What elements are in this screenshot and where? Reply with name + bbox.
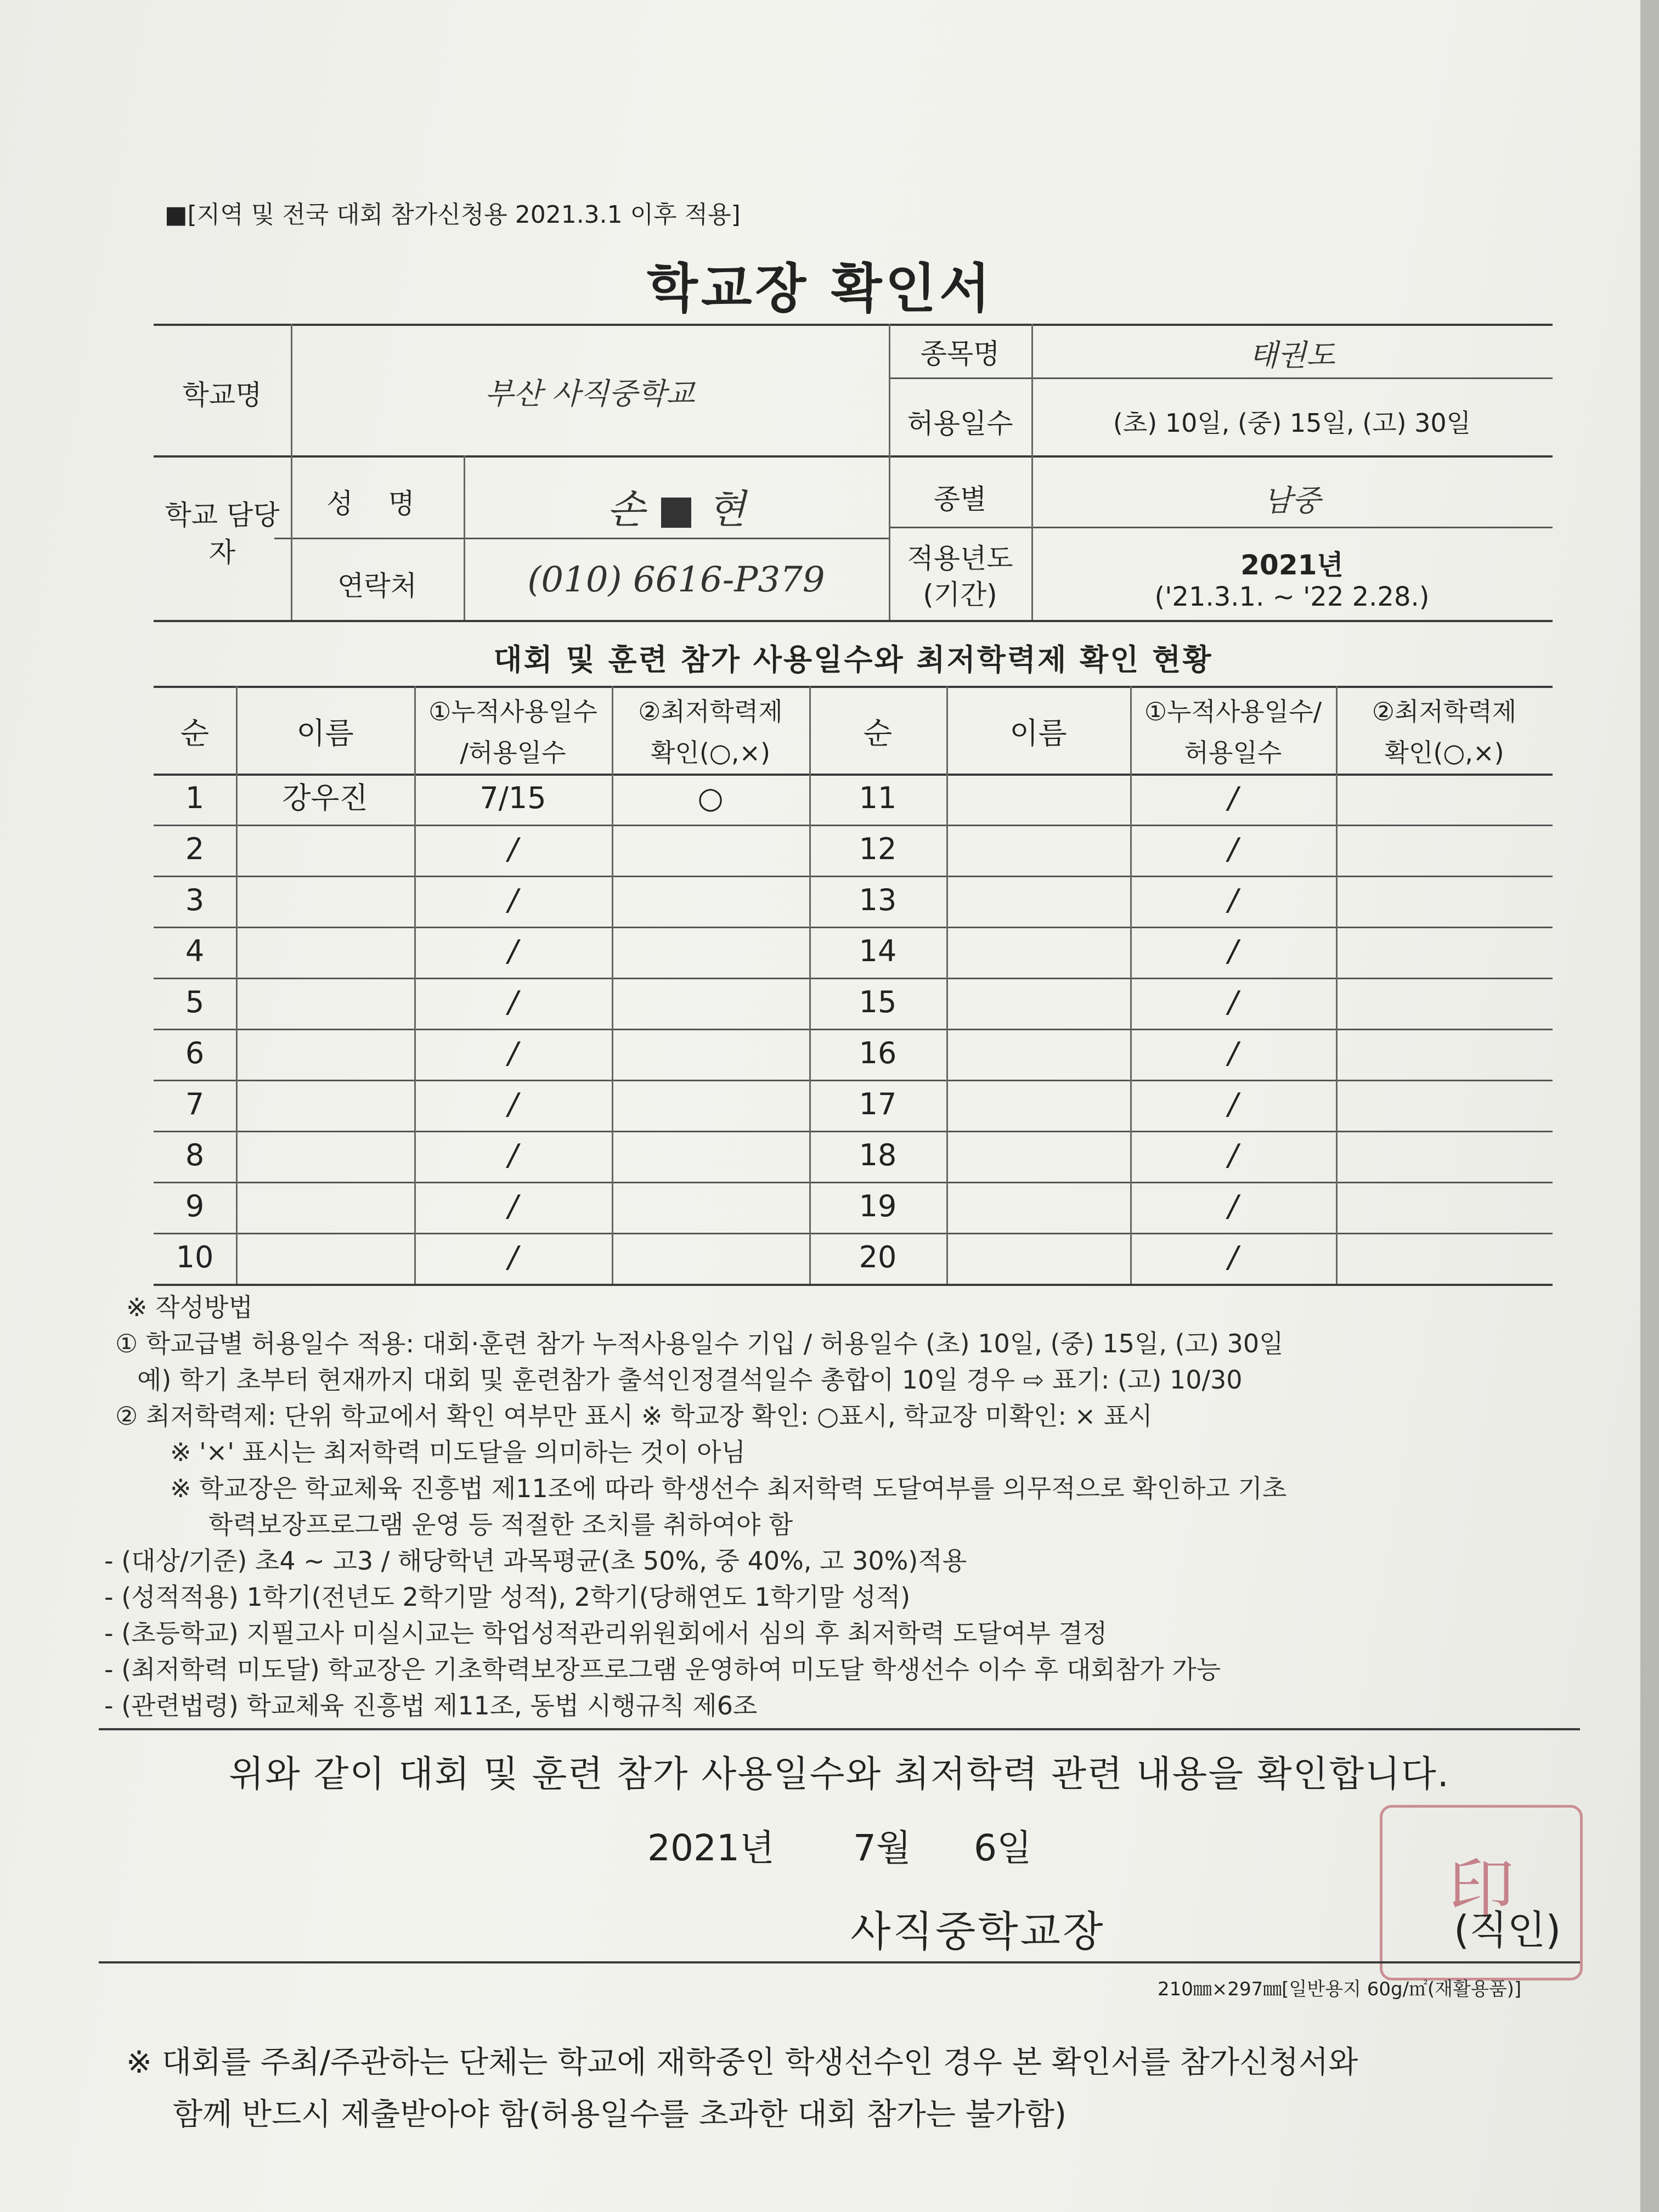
table-cell-days: / xyxy=(1228,1189,1238,1223)
allowed-days-label: 허용일수 xyxy=(907,408,1013,439)
table-cell-days: / xyxy=(507,1138,518,1172)
staff-contact-label: 연락처 xyxy=(337,570,417,602)
info-divider xyxy=(889,377,1553,379)
staff-name-label: 성 명 xyxy=(326,488,428,520)
staff-label: 학교 담당자 xyxy=(165,499,280,568)
table-cell-no: 8 xyxy=(185,1138,205,1172)
info-divider xyxy=(274,538,889,539)
date-year: 2021년 xyxy=(647,1827,775,1869)
col-header-days-2: /허용일수 xyxy=(460,738,566,768)
table-cell-no: 10 xyxy=(176,1240,214,1274)
header-note: ■[지역 및 전국 대회 참가신청용 2021.3.1 이후 적용] xyxy=(165,201,741,229)
period-range: ('21.3.1. ~ '22 2.28.) xyxy=(1154,582,1430,612)
col-header-days-right-2: 허용일수 xyxy=(1184,738,1282,768)
table-cell-no: 15 xyxy=(859,985,897,1019)
footer-note-line-1: ※ 대회를 주최/주관하는 단체는 학교에 재학중인 학생선수인 경우 본 확인서를 참가신청서와 xyxy=(126,2045,1358,2080)
event-label: 종목명 xyxy=(920,338,1000,370)
table-cell-no: 13 xyxy=(859,883,897,917)
table-cell-no: 6 xyxy=(185,1036,205,1070)
seal-mark: (직인) xyxy=(1454,1907,1561,1953)
table-cell-no: 3 xyxy=(185,883,205,917)
table-cell-days: / xyxy=(1228,832,1238,866)
table-cell-check: ○ xyxy=(697,781,724,815)
table-row-line xyxy=(154,1080,1553,1081)
note-line: ① 학교급별 허용일수 적용: 대회·훈련 참가 누적사용일수 기입 / 허용일수 (초) 10일, (중) 15일, (고) 30일 xyxy=(115,1329,1284,1358)
info-table-bottom-border xyxy=(154,620,1553,622)
writing-instructions xyxy=(104,1289,1607,1724)
table-cell-days: / xyxy=(1228,1138,1238,1172)
table-cell-no: 12 xyxy=(859,832,897,866)
table-cell-no: 4 xyxy=(185,934,205,968)
section-title: 대회 및 훈련 참가 사용일수와 최저학력제 확인 현황 xyxy=(493,642,1213,677)
col-header-name: 이름 xyxy=(296,716,354,751)
col-header-name-right: 이름 xyxy=(1009,716,1067,751)
table-cell-days: 7/15 xyxy=(479,781,546,815)
note-line: ※ 학교장은 학교체육 진흥법 제11조에 따라 학생선수 최저학력 도달여부를 의무적으로 확인하고 기초 xyxy=(170,1474,1287,1503)
date-month: 7월 xyxy=(853,1827,911,1869)
table-row-line xyxy=(154,927,1553,928)
note-line: - (성적적용) 1학기(전년도 2학기말 성적), 2학기(당해연도 1학기말 성적) xyxy=(104,1582,911,1612)
info-divider xyxy=(889,527,1553,528)
col-header-min-2: 확인(○,×) xyxy=(650,738,771,768)
table-cell-days: / xyxy=(507,1036,518,1070)
note-line: - (초등학교) 지필고사 미실시교는 학업성적관리위원회에서 심의 후 최저학력 도달여부 결정 xyxy=(104,1618,1108,1648)
col-header-min-right-1: ②최저학력제 xyxy=(1372,697,1517,726)
form-bottom-border xyxy=(99,1961,1580,1963)
table-col-line xyxy=(1336,686,1338,1284)
staff-contact-value: (010) 6616-P379 xyxy=(527,560,825,600)
table-row-line xyxy=(154,1233,1553,1234)
seal-glyph: 印 xyxy=(1448,1852,1514,1928)
table-row-line xyxy=(154,686,1553,688)
table-row-line xyxy=(154,825,1553,826)
note-line: - (최저학력 미도달) 학교장은 기초학력보장프로그램 운영하여 미도달 학생선수 이수 후 대회참가 가능 xyxy=(104,1655,1221,1684)
allowed-days-value: (초) 10일, (중) 15일, (고) 30일 xyxy=(1113,408,1471,438)
page-title: 학교장 확인서 xyxy=(647,258,994,319)
table-cell-no: 14 xyxy=(859,934,897,968)
table-row-line xyxy=(154,1284,1553,1286)
table-cell-days: / xyxy=(507,934,518,968)
table-row-line xyxy=(154,876,1553,877)
table-cell-no: 17 xyxy=(859,1087,897,1121)
info-table-top-border xyxy=(154,324,1553,326)
table-cell-days: / xyxy=(1228,781,1238,815)
table-cell-days: / xyxy=(507,1240,518,1274)
note-line: - (관련법령) 학교체육 진흥법 제11조, 동법 시행규칙 제6조 xyxy=(104,1691,758,1720)
table-row-line xyxy=(154,1029,1553,1030)
category-label: 종별 xyxy=(933,483,987,515)
period-year: 2021년 xyxy=(1240,549,1344,581)
col-header-min-1: ②최저학력제 xyxy=(638,697,783,726)
table-cell-name: 강우진 xyxy=(282,781,368,815)
staff-name-value: 손 ■ 현 xyxy=(607,486,746,532)
period-label: 적용년도 (기간) xyxy=(907,543,1013,611)
table-cell-days: / xyxy=(1228,1036,1238,1070)
table-cell-no: 18 xyxy=(859,1138,897,1172)
table-cell-days: / xyxy=(507,985,518,1019)
category-value: 남중 xyxy=(1263,483,1321,518)
col-header-days-right-1: ①누적사용일수/ xyxy=(1144,697,1322,726)
principal-title: 사직중학교장 xyxy=(850,1907,1105,1956)
table-row-line xyxy=(154,774,1553,776)
table-row-line xyxy=(154,1131,1553,1132)
school-value: 부산 사직중학교 xyxy=(484,376,695,411)
table-cell-no: 1 xyxy=(185,781,205,815)
table-cell-days: / xyxy=(507,1189,518,1223)
table-col-line xyxy=(236,686,238,1284)
table-col-line xyxy=(946,686,948,1284)
col-header-min-right-2: 확인(○,×) xyxy=(1384,738,1504,768)
table-cell-days: / xyxy=(1228,934,1238,968)
table-cell-days: / xyxy=(1228,1087,1238,1121)
table-cell-no: 7 xyxy=(185,1087,205,1121)
table-cell-no: 19 xyxy=(859,1189,897,1223)
table-row-line xyxy=(154,1182,1553,1183)
school-label: 학교명 xyxy=(182,379,262,411)
date-day: 6일 xyxy=(974,1827,1032,1869)
table-cell-no: 2 xyxy=(185,832,205,866)
table-cell-days: / xyxy=(1228,985,1238,1019)
table-cell-no: 20 xyxy=(859,1240,897,1274)
note-line: ※ 작성방법 xyxy=(126,1293,253,1322)
col-header-no-right: 순 xyxy=(863,716,893,751)
table-col-line xyxy=(612,686,613,1284)
table-cell-days: / xyxy=(507,832,518,866)
table-cell-days: / xyxy=(1228,883,1238,917)
table-cell-no: 16 xyxy=(859,1036,897,1070)
footer-note-line-2: 함께 반드시 제출받아야 함(허용일수를 초과한 대회 참가는 불가함) xyxy=(173,2097,1066,2132)
note-line: - (대상/기준) 초4 ~ 고3 / 해당학년 과목평균(초 50%, 중 40%, 고 30%)적용 xyxy=(104,1546,967,1576)
table-cell-days: / xyxy=(507,883,518,917)
col-header-no: 순 xyxy=(180,716,210,751)
confirm-top-border xyxy=(99,1728,1580,1730)
col-header-days-1: ①누적사용일수 xyxy=(428,697,597,726)
event-value: 태권도 xyxy=(1249,338,1335,373)
table-cell-no: 11 xyxy=(859,781,897,815)
paper-spec: 210㎜×297㎜[일반용지 60g/㎡(재활용품)] xyxy=(1158,1978,1522,2000)
table-cell-no: 9 xyxy=(185,1189,205,1223)
table-row-line xyxy=(154,978,1553,979)
note-line: 학력보장프로그램 운영 등 적절한 조치를 취하여야 함 xyxy=(208,1510,793,1539)
info-divider xyxy=(154,455,1553,458)
table-cell-days: / xyxy=(1228,1240,1238,1274)
table-cell-no: 5 xyxy=(185,985,205,1019)
note-line: ※ '×' 표시는 최저학력 미도달을 의미하는 것이 아님 xyxy=(170,1437,746,1467)
confirm-statement: 위와 같이 대회 및 훈련 참가 사용일수와 최저학력 관련 내용을 확인합니다. xyxy=(229,1753,1450,1795)
note-line: 예) 학기 초부터 현재까지 대회 및 훈련참가 출석인정결석일수 총합이 10일 경우 ⇨ 표기: (고) 10/30 xyxy=(137,1365,1243,1395)
note-line: ② 최저학력제: 단위 학교에서 확인 여부만 표시 ※ 학교장 확인: ○표시, 학교장 미확인: × 표시 xyxy=(115,1401,1153,1431)
table-cell-days: / xyxy=(507,1087,518,1121)
